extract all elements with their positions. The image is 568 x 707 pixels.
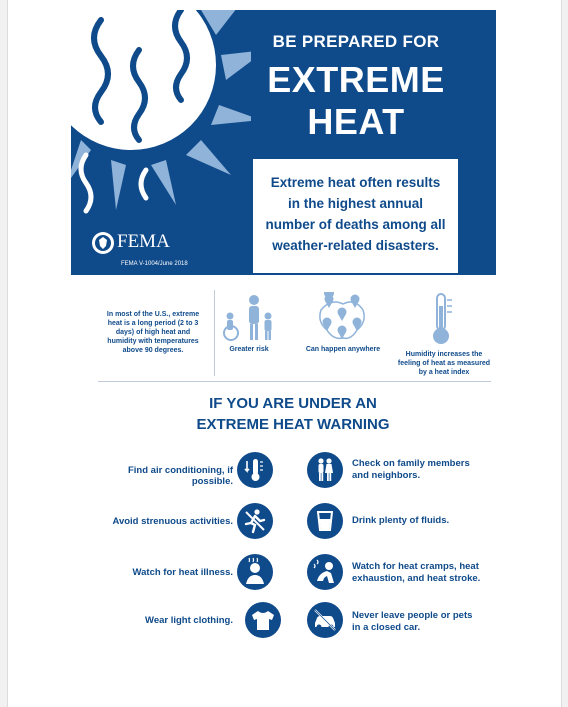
tshirt-icon: [245, 602, 281, 638]
tip-drink-fluids: [352, 515, 492, 527]
definition-line: In most of the U.S., extreme: [106, 311, 200, 318]
definition-line: above 90 degrees.: [122, 347, 184, 354]
heat-stroke-icon: [307, 554, 343, 590]
document-id: FEMA V-1004/June 2018: [121, 261, 188, 267]
document-page: [8, 0, 561, 707]
icon-caption-line: feeling of heat as measured: [397, 360, 491, 367]
callout-line: weather-related disasters.: [272, 238, 439, 253]
header-kicker: BE PREPARED FOR: [272, 32, 440, 51]
callout-line: in the highest annual: [287, 196, 423, 211]
tip-line: exhaustion, and heat stroke.: [352, 573, 481, 584]
viewer-gutter-left: [0, 0, 8, 707]
icon-caption: Can happen anywhere: [305, 346, 381, 353]
tip-closed-car: [352, 610, 492, 634]
icon-caption: Greater risk: [229, 346, 269, 353]
header-title-line2: HEAT: [307, 101, 405, 142]
definition-line: days) of high heat and: [115, 329, 191, 336]
header-title-line1: EXTREME: [267, 59, 445, 100]
sun-icon: [71, 10, 251, 220]
people-risk-icon: [218, 294, 280, 342]
tip-line: Never leave people or pets: [352, 610, 473, 621]
definition-text: [98, 310, 208, 355]
warning-title-line2: EXTREME HEAT WARNING: [196, 416, 390, 433]
tip-avoid-strenuous: Avoid strenuous activities.: [112, 516, 233, 527]
tip-heat-illness: Watch for heat illness.: [132, 567, 233, 578]
tip-light-clothing: Wear light clothing.: [145, 615, 233, 626]
tip-line: Watch for heat cramps, heat: [352, 561, 479, 572]
tip-line: and neighbors.: [352, 470, 421, 481]
water-glass-icon: [307, 503, 343, 539]
no-running-icon: [237, 503, 273, 539]
vertical-divider: [214, 290, 215, 376]
map-pins-icon: [313, 292, 371, 342]
thermometer-icon: [426, 292, 456, 346]
sick-person-icon: [237, 554, 273, 590]
tip-line: in a closed car.: [352, 622, 421, 633]
tip-heat-cramps: [352, 561, 492, 585]
fema-logo-text: FEMA: [117, 231, 170, 252]
header-banner: [71, 10, 496, 275]
thermometer-down-icon: [237, 452, 273, 488]
icon-caption-line: by a heat index: [418, 369, 470, 376]
tip-line: Drink plenty of fluids.: [352, 515, 450, 526]
icon-caption-line: Humidity increases the: [405, 351, 483, 358]
tip-check-family: [352, 458, 492, 482]
definition-line: heat is a long period (2 to 3: [107, 320, 199, 327]
viewer-gutter-right: [561, 0, 568, 707]
horizontal-divider: [98, 381, 491, 382]
callout-line: number of deaths among all: [265, 217, 446, 232]
family-icon: [307, 452, 343, 488]
icon-caption: [396, 350, 492, 377]
tip-air-conditioning: Find air conditioning, if possible.: [127, 465, 233, 487]
tip-line: Check on family members: [352, 458, 470, 469]
no-car-icon: [307, 602, 343, 638]
warning-title-line1: IF YOU ARE UNDER AN: [209, 395, 377, 412]
callout-box: [253, 159, 458, 273]
dhs-seal-logo: [91, 231, 115, 255]
callout-line: Extreme heat often results: [270, 175, 441, 190]
definition-line: humidity with temperatures: [107, 338, 199, 345]
